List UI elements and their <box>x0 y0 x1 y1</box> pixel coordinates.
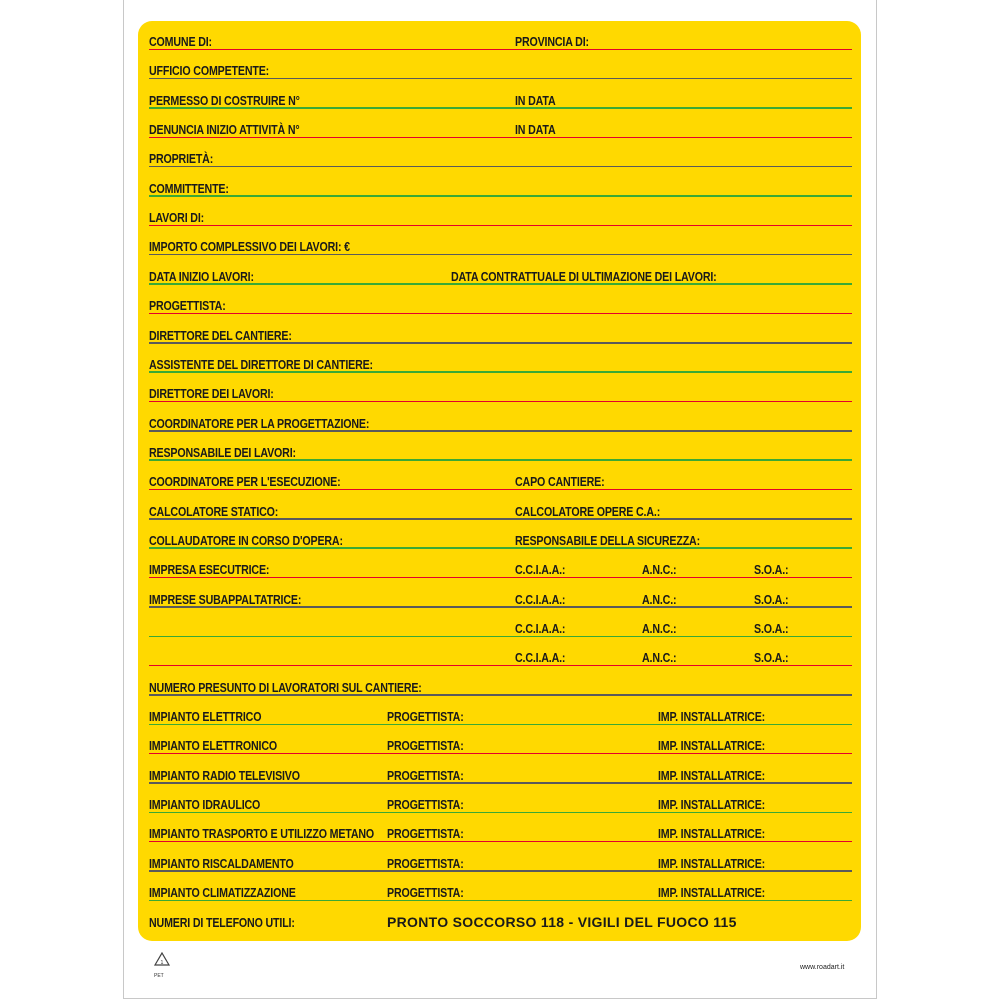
field-label: RESPONSABILE DEI LAVORI: <box>149 444 296 460</box>
form-row <box>149 491 852 520</box>
field-label: DIRETTORE DEI LAVORI: <box>149 386 274 402</box>
field-label: PROGETTISTA: <box>149 298 226 314</box>
recycle-code: PET <box>154 973 164 979</box>
form-row <box>149 902 852 931</box>
form-row <box>149 872 852 901</box>
form-row <box>149 285 852 314</box>
field-label: IMP. INSTALLATRICE: <box>658 855 766 871</box>
field-label: CAPO CANTIERE: <box>515 474 605 490</box>
field-label: IMP. INSTALLATRICE: <box>658 709 766 725</box>
field-label: PROGETTISTA: <box>387 797 464 813</box>
field-label: PROGETTISTA: <box>387 767 464 783</box>
form-row <box>149 403 852 432</box>
field-label: IMP. INSTALLATRICE: <box>658 738 766 754</box>
field-label: RESPONSABILE DELLA SICUREZZA: <box>515 532 700 548</box>
form-row <box>149 80 852 109</box>
field-label: A.N.C.: <box>642 650 677 666</box>
field-label: DATA CONTRATTUALE DI ULTIMAZIONE DEI LAVORI: <box>451 268 717 284</box>
field-label: IMPIANTO CLIMATIZZAZIONE <box>149 885 296 901</box>
field-label: DATA INIZIO LAVORI: <box>149 268 254 284</box>
field-label: PROGETTISTA: <box>387 885 464 901</box>
form-row <box>149 755 852 784</box>
form-row <box>149 667 852 696</box>
field-label: IN DATA <box>515 122 556 138</box>
field-label: IMPORTO COMPLESSIVO DEI LAVORI: € <box>149 239 350 255</box>
field-label: DIRETTORE DEL CANTIERE: <box>149 327 292 343</box>
form-row <box>149 315 852 344</box>
field-label: ASSISTENTE DEL DIRETTORE DI CANTIERE: <box>149 356 373 372</box>
form-row <box>149 197 852 226</box>
form-row <box>149 608 852 637</box>
field-label: PROGETTISTA: <box>387 738 464 754</box>
field-label: C.C.I.A.A.: <box>515 591 566 607</box>
form-row <box>149 21 852 50</box>
field-label: COLLAUDATORE IN CORSO D'OPERA: <box>149 532 343 548</box>
field-label: A.N.C.: <box>642 562 677 578</box>
form-row <box>149 138 852 167</box>
field-label: IMP. INSTALLATRICE: <box>658 767 766 783</box>
form-row <box>149 50 852 79</box>
svg-text:1: 1 <box>160 960 164 966</box>
form-row <box>149 344 852 373</box>
field-label: A.N.C.: <box>642 591 677 607</box>
field-label: PROVINCIA DI: <box>515 34 589 49</box>
field-label: IMP. INSTALLATRICE: <box>658 885 766 901</box>
form-row <box>149 373 852 402</box>
field-label: S.O.A.: <box>754 591 789 607</box>
form-row <box>149 168 852 197</box>
field-label: A.N.C.: <box>642 621 677 636</box>
field-label: PROGETTISTA: <box>387 709 464 725</box>
field-label: C.C.I.A.A.: <box>515 650 566 666</box>
brand-website: www.roadart.it <box>800 964 845 971</box>
form-row <box>149 520 852 549</box>
field-label: PERMESSO DI COSTRUIRE N° <box>149 92 300 108</box>
form-row <box>149 109 852 138</box>
form-row <box>149 432 852 461</box>
field-label: CALCOLATORE STATICO: <box>149 503 279 519</box>
form-row <box>149 725 852 754</box>
field-label: UFFICIO COMPETENTE: <box>149 63 270 79</box>
field-label: IMPIANTO RISCALDAMENTO <box>149 855 294 871</box>
field-label: LAVORI DI: <box>149 210 205 226</box>
field-label: PROGETTISTA: <box>387 855 464 871</box>
field-label: PROGETTISTA: <box>387 826 464 842</box>
field-label: IMPIANTO IDRAULICO <box>149 797 261 813</box>
form-row <box>149 784 852 813</box>
recycle-icon <box>153 952 171 974</box>
field-label: IMPIANTO ELETTRONICO <box>149 738 278 754</box>
field-label: CALCOLATORE OPERE C.A.: <box>515 503 661 519</box>
field-label: COMMITTENTE: <box>149 180 229 196</box>
field-label: IMP. INSTALLATRICE: <box>658 797 766 813</box>
field-label: IMPRESA ESECUTRICE: <box>149 562 270 578</box>
field-label: IMP. INSTALLATRICE: <box>658 826 766 842</box>
form-row <box>149 461 852 490</box>
field-label: COMUNE DI: <box>149 34 212 49</box>
field-label: COORDINATORE PER L'ESECUZIONE: <box>149 474 341 490</box>
field-label: PROPRIETÀ: <box>149 151 214 167</box>
form-row <box>149 637 852 666</box>
form-row <box>149 813 852 842</box>
form-row <box>149 256 852 285</box>
field-label: NUMERO PRESUNTO DI LAVORATORI SUL CANTIERE: <box>149 679 422 695</box>
field-label: IMPIANTO TRASPORTO E UTILIZZO METANO <box>149 826 375 842</box>
field-label: DENUNCIA INIZIO ATTIVITÀ N° <box>149 122 300 138</box>
form-row <box>149 579 852 608</box>
form-row <box>149 696 852 725</box>
field-label: IN DATA <box>515 92 556 108</box>
field-label: IMPIANTO ELETTRICO <box>149 709 262 725</box>
field-label: IMPIANTO RADIO TELEVISIVO <box>149 767 300 783</box>
form-row <box>149 549 852 578</box>
field-label: IMPRESE SUBAPPALTATRICE: <box>149 591 302 607</box>
emergency-numbers: PRONTO SOCCORSO 118 - VIGILI DEL FUOCO 115 <box>387 913 737 930</box>
field-label: C.C.I.A.A.: <box>515 621 566 636</box>
form-row <box>149 843 852 872</box>
field-label: COORDINATORE PER LA PROGETTAZIONE: <box>149 415 370 431</box>
field-label: NUMERI DI TELEFONO UTILI: <box>149 914 295 930</box>
field-label: C.C.I.A.A.: <box>515 562 566 578</box>
field-label: S.O.A.: <box>754 562 789 578</box>
field-label: S.O.A.: <box>754 621 789 636</box>
form-row <box>149 226 852 255</box>
field-label: S.O.A.: <box>754 650 789 666</box>
